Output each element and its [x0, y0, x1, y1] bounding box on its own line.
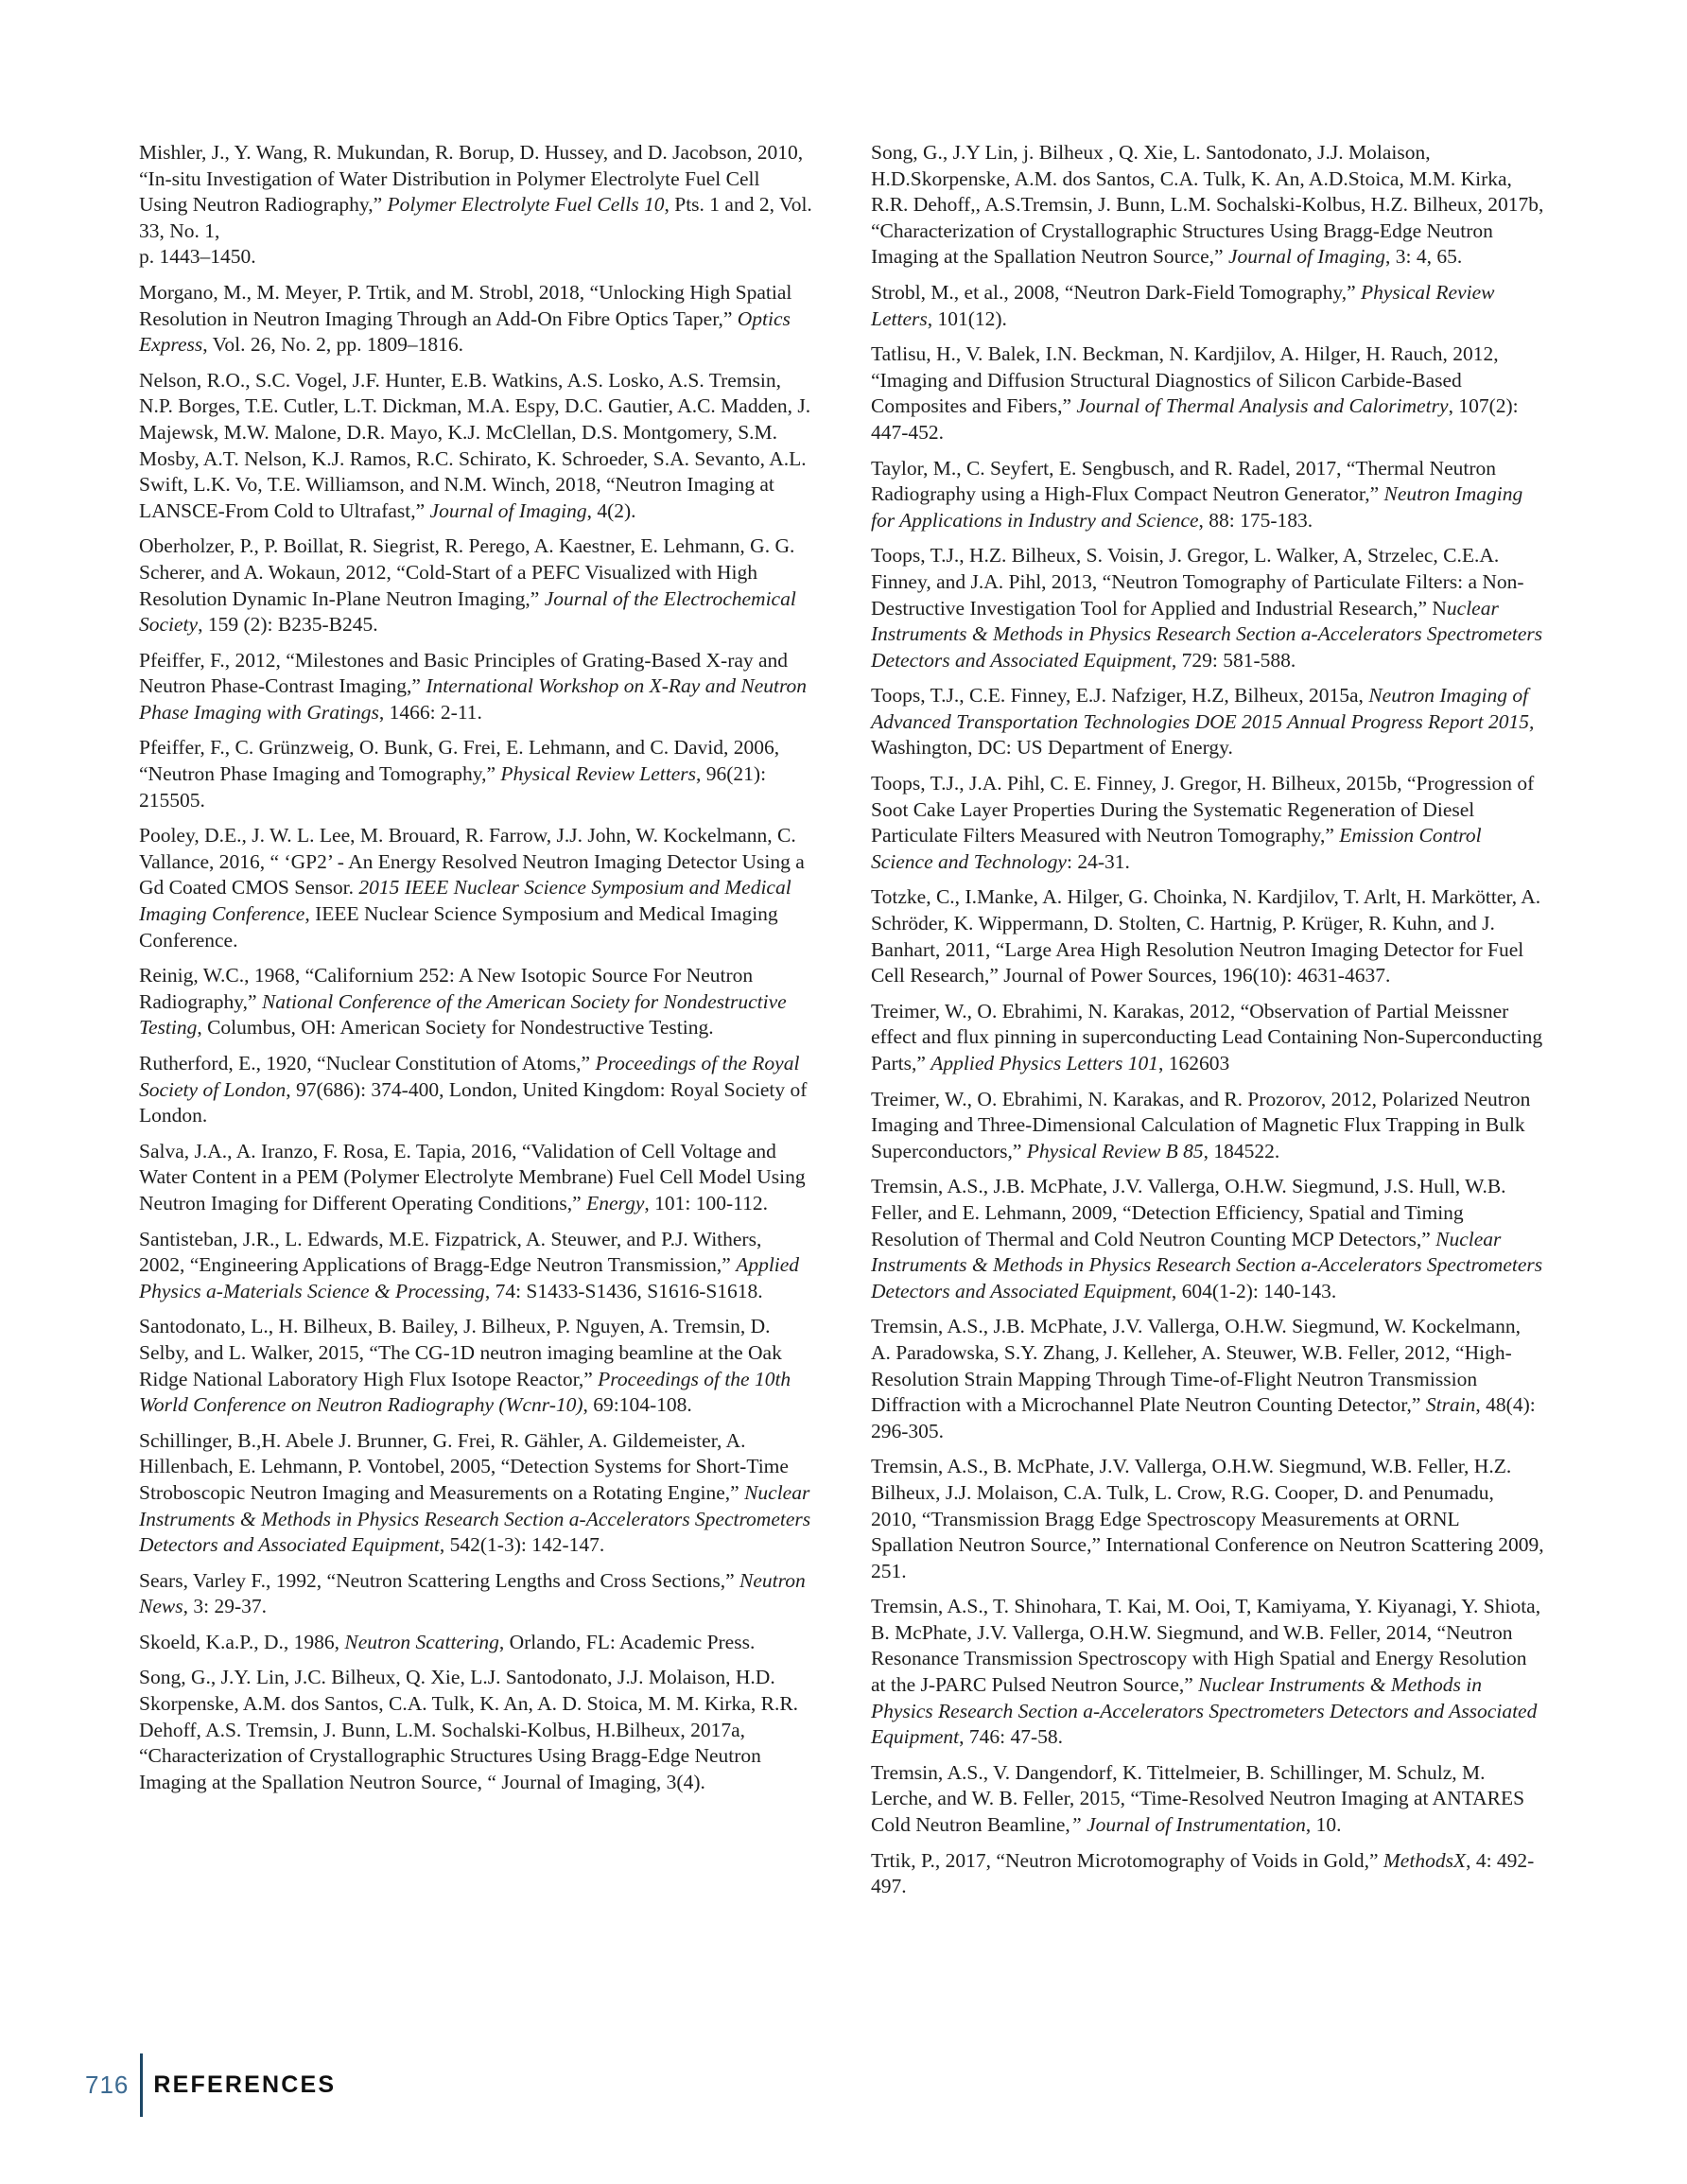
- reference-text-segment: Nelson, R.O., S.C. Vogel, J.F. Hunter, E.B. Watkins, A.S. Losko, A.S. Tremsin, N.P. Borges, T.E. Cutler, L.T. Dickman, M.A. Espy, D.C. Gautier, A.C. Madden, J. Majewsk, M.W. Malone, D.R. Mayo, K.J. McClellan, D.S. Montgomery, S.M. Mosby, A.T. Nelson, K.J. Ramos, R.C. Schirato, K. Schroeder, S.A. Sevanto, A.L. Swift, L.K. Vo, T.E. Williamson, and N.M. Winch, 2018, “Neutron Imaging at LANSCE-From Cold to Ultrafast,”: [139, 368, 811, 522]
- reference-journal-title: ” Journal of Instrumentation: [1070, 1813, 1306, 1837]
- reference-text-segment: Santodonato, L., H. Bilheux, B. Bailey, J. Bilheux, P. Nguyen, A. Tremsin, D. Selby, and L. Walker, 2015, “The CG-1D neutron imaging beamline at the Oak Ridge National Laboratory High Flux Isotope Reactor,”: [139, 1315, 782, 1390]
- reference-text-segment: , Columbus, OH: American Society for Nondestructive Testing.: [197, 1016, 714, 1040]
- reference-journal-title: Journal of the Electrochemical Society: [139, 586, 796, 637]
- reference-journal-title: National Conference of the American Society for Nondestructive Testing: [139, 989, 787, 1040]
- reference-text-segment: , IEEE Nuclear Science Symposium and Medical Imaging Conference.: [139, 902, 778, 952]
- reference-text-segment: , 184522.: [1203, 1139, 1280, 1162]
- reference-text-segment: Treimer, W., O. Ebrahimi, N. Karakas, 2012, “Observation of Partial Meissner effect and flux pinning in superconducting Lead Containing Non-Superconducting Parts,”: [871, 999, 1543, 1075]
- reference-entry: [871, 543, 1544, 673]
- reference-text-segment: Song, G., J.Y Lin, j. Bilheux , Q. Xie, L. Santodonato, J.J. Molaison, H.D.Skorpenske, A.M. dos Santos, C.A. Tulk, K. An, A.D.Stoica, M.M. Kirka, R.R. Dehoff,, A.S.Tremsin, J. Bunn, L.M. Sochalski-Kolbus, H.Z. Bilheux, 2017b, “Characterization of Crystallographic Structures Using Bragg-Edge Neutron Imaging at the Spallation Neutron Source,”: [871, 141, 1544, 269]
- reference-text-segment: , 542(1-3): 142-147.: [439, 1533, 605, 1557]
- reference-entry: [871, 1087, 1544, 1165]
- reference-text-segment: , 97(686): 374-400, London, United Kingdom: Royal Society of London.: [139, 1077, 808, 1127]
- reference-entry: [871, 456, 1544, 534]
- reference-journal-title: MethodsX: [1383, 1848, 1467, 1872]
- reference-journal-title: Journal of Imaging: [1227, 245, 1385, 269]
- reference-journal-title: Polymer Electrolyte Fuel Cells 10: [387, 193, 665, 217]
- reference-text-segment: Rutherford, E., 1920, “Nuclear Constitution of Atoms,”: [139, 1052, 596, 1075]
- reference-entry: [139, 735, 812, 813]
- reference-text-segment: , 4(2).: [586, 498, 636, 522]
- reference-text-segment: Strobl, M., et al., 2008, “Neutron Dark-Field Tomography,”: [871, 280, 1361, 304]
- reference-entry: [139, 1665, 812, 1795]
- references-column-right: [871, 140, 1544, 1910]
- reference-text-segment: , 4: 492-497.: [871, 1848, 1535, 1898]
- reference-entry: [139, 280, 812, 358]
- reference-journal-title: Physical Review Letters: [500, 762, 697, 786]
- reference-journal-title: Nuclear Instruments & Methods in Physics Research Section a-Accelerators Spectrometers Detectors and Associated Equipment: [871, 1673, 1538, 1749]
- page-number: 716: [85, 2070, 130, 2099]
- reference-journal-title: Optics Express: [139, 306, 791, 357]
- reference-text-segment: Tremsin, A.S., V. Dangendorf, K. Tittelmeier, B. Schillinger, M. Schulz, M. Lerche, and W. B. Feller, 2015, “Time-Resolved Neutron Imaging at ANTARES Cold Neutron Beamline,: [871, 1760, 1525, 1837]
- reference-journal-title: Energy: [586, 1191, 645, 1214]
- reference-text-segment: , 3: 4, 65.: [1384, 245, 1463, 269]
- reference-entry: [871, 341, 1544, 446]
- reference-text-segment: Totzke, C., I.Manke, A. Hilger, G. Choinka, N. Kardjilov, T. Arlt, H. Markötter, A. Schröder, K. Wippermann, D. Stolten, C. Hartnig, P. Krüger, R. Kuhn, and J. Banhart, 2011, “Large Area High Resolution Neutron Imaging Detector for Fuel Cell Research,” Journal of Power Sources, 196(10): 4631-4637.: [871, 885, 1541, 987]
- reference-text-segment: , 746: 47-58.: [959, 1725, 1064, 1749]
- reference-text-segment: Skoeld, K.a.P., D., 1986,: [139, 1630, 345, 1653]
- reference-entry: [871, 140, 1544, 271]
- reference-text-segment: , 1466: 2-11.: [378, 700, 482, 724]
- reference-entry: [871, 280, 1544, 332]
- reference-entry: [139, 1314, 812, 1418]
- reference-entry: [871, 1848, 1544, 1900]
- reference-journal-title: Emission Control Science and Technology: [871, 824, 1482, 873]
- reference-journal-title: Applied Physics Letters 101: [930, 1052, 1158, 1075]
- reference-text-segment: Taylor, M., C. Seyfert, E. Sengbusch, and R. Radel, 2017, “Thermal Neutron Radiography using a High-Flux Compact Neutron Generator,”: [871, 456, 1497, 506]
- reference-text-segment: Pfeiffer, F., 2012, “Milestones and Basic Principles of Grating-Based X-ray and Neutron Phase-Contrast Imaging,”: [139, 648, 789, 698]
- reference-text-segment: Song, G., J.Y. Lin, J.C. Bilheux, Q. Xie, L.J. Santodonato, J.J. Molaison, H.D. Skorpenske, A.M. dos Santos, C.A. Tulk, K. An, A. D. Stoica, M. M. Kirka, R.R. Dehoff, A.S. Tremsin, J. Bunn, L.M. Sochalski-Kolbus, H.Bilheux, 2017a, “Characterization of Crystallographic Structures Using Bragg-Edge Neutron Imaging at the Spallation Neutron Source, “ Journal of Imaging, 3(4).: [139, 1666, 799, 1793]
- reference-text-segment: , 88: 175-183.: [1198, 508, 1313, 532]
- reference-entry: [871, 999, 1544, 1077]
- reference-text-segment: Tremsin, A.S., B. McPhate, J.V. Vallerga, O.H.W. Siegmund, W.B. Feller, H.Z. Bilheux, J.J. Molaison, C.A. Tulk, L. Crow, R.G. Cooper, D. and Penumadu, 2010, “Transmission Bragg Edge Spectroscopy Measurements at ORNL Spallation Neutron Source,” International Conference on Neutron Scattering 2009, 251.: [871, 1455, 1544, 1582]
- reference-entry: [871, 1760, 1544, 1839]
- reference-text-segment: , 3: 29-37.: [183, 1595, 267, 1618]
- reference-text-segment: Treimer, W., O. Ebrahimi, N. Karakas, and R. Prozorov, 2012, Polarized Neutron Imaging and Three-Dimensional Calculation of Magnetic Flux Trapping in Bulk Superconductors,”: [871, 1087, 1531, 1162]
- reference-text-segment: Toops, T.J., J.A. Pihl, C. E. Finney, J. Gregor, H. Bilheux, 2015b, “Progression of Soot Cake Layer Properties During the Systematic Regeneration of Diesel Particulate Filters Measured with Neutron Tomography,”: [871, 772, 1535, 847]
- reference-entry: [139, 1227, 812, 1305]
- reference-entry: [139, 823, 812, 953]
- reference-text-segment: , 604(1-2): 140-143.: [1171, 1279, 1337, 1302]
- reference-text-segment: , 96(21): 215505.: [139, 762, 767, 812]
- reference-text-segment: , 162603: [1157, 1052, 1230, 1075]
- reference-journal-title: International Workshop on X-Ray and Neutron Phase Imaging with Gratings: [139, 674, 808, 724]
- reference-entry: [871, 884, 1544, 988]
- reference-text-segment: , 48(4): 296-305.: [871, 1393, 1536, 1442]
- reference-entry: [139, 1139, 812, 1217]
- reference-text-segment: Tatlisu, H., V. Balek, I.N. Beckman, N. Kardjilov, A. Hilger, H. Rauch, 2012, “Imaging and Diffusion Structural Diagnostics of Silicon Carbide-Based Composites and Fibers,”: [871, 342, 1499, 418]
- reference-text-segment: Reinig, W.C., 1968, “Californium 252: A New Isotopic Source For Neutron Radiography,”: [139, 964, 754, 1013]
- reference-text-segment: Oberholzer, P., P. Boillat, R. Siegrist, R. Perego, A. Kaestner, E. Lehmann, G. G. Scherer, and A. Wokaun, 2012, “Cold-Start of a PEFC Visualized with High Resolution Dynamic In-Plane Neutron Imaging,”: [139, 534, 795, 610]
- reference-text-segment: p. 1443–1450.: [139, 245, 256, 269]
- reference-text-segment: , 159 (2): B235-B245.: [198, 613, 378, 637]
- reference-text-segment: Tremsin, A.S., J.B. McPhate, J.V. Vallerga, O.H.W. Siegmund, J.S. Hull, W.B. Feller, and E. Lehmann, 2009, “Detection Efficiency, Spatial and Timing Resolution of Thermal and Cold Neutron Counting MCP Detectors,”: [871, 1175, 1506, 1250]
- reference-journal-title: Neutron Imaging of Advanced Transportation Technologies DOE 2015 Annual Progress Report 2015,: [871, 684, 1535, 733]
- reference-text-segment: Tremsin, A.S., T. Shinohara, T. Kai, M. Ooi, T, Kamiyama, Y. Kiyanagi, Y. Shiota, B. McPhate, J.V. Vallerga, O.H.W. Siegmund, and W.B. Feller, 2014, “Neutron Resonance Transmission Spectroscopy with High Spatial and Energy Resolution at the J-PARC Pulsed Neutron Source,”: [871, 1595, 1541, 1697]
- reference-text-segment: , 101: 100-112.: [644, 1191, 768, 1214]
- reference-entry: [871, 1454, 1544, 1584]
- reference-journal-title: 2015 IEEE Nuclear Science Symposium and Medical Imaging Conference: [139, 876, 791, 926]
- reference-entry: [139, 1630, 812, 1656]
- reference-text-segment: Washington, DC: US Department of Energy.: [871, 736, 1233, 760]
- reference-entry: [139, 1051, 812, 1129]
- reference-text-segment: Pfeiffer, F., C. Grünzweig, O. Bunk, G. Frei, E. Lehmann, and C. David, 2006, “Neutron Phase Imaging and Tomography,”: [139, 736, 780, 786]
- reference-text-segment: Toops, T.J., C.E. Finney, E.J. Nafziger, H.Z, Bilheux, 2015a,: [871, 684, 1369, 708]
- page-footer: [85, 2053, 336, 2117]
- reference-entry: [139, 648, 812, 726]
- reference-entry: [139, 368, 812, 525]
- reference-journal-title: Nuclear Instruments & Methods in Physics Research Section a-Accelerators Spectrometers Detectors and Associated Equipment: [871, 1227, 1543, 1302]
- reference-journal-title: Physical Review B 85: [1026, 1139, 1204, 1162]
- reference-journal-title: Neutron News: [139, 1568, 806, 1618]
- reference-text-segment: Morgano, M., M. Meyer, P. Trtik, and M. Strobl, 2018, “Unlocking High Spatial Resolution in Neutron Imaging Through an Add-On Fibre Optics Taper,”: [139, 280, 792, 330]
- reference-entry: [871, 771, 1544, 875]
- reference-entry: [871, 1174, 1544, 1304]
- reference-text-segment: Santisteban, J.R., L. Edwards, M.E. Fizpatrick, A. Steuwer, and P.J. Withers, 2002, “Engineering Applications of Bragg-Edge Neutron Transmission,”: [139, 1227, 762, 1277]
- reference-journal-title: Proceedings of the 10th World Conference on Neutron Radiography (Wcnr-10): [139, 1367, 791, 1417]
- reference-text-segment: Sears, Varley F., 1992, “Neutron Scattering Lengths and Cross Sections,”: [139, 1568, 740, 1592]
- footer-section-title: REFERENCES: [153, 2071, 337, 2098]
- reference-text-segment: , 729: 581-588.: [1171, 648, 1296, 672]
- reference-entry: [139, 1568, 812, 1620]
- reference-text-segment: Salva, J.A., A. Iranzo, F. Rosa, E. Tapia, 2016, “Validation of Cell Voltage and Water Content in a PEM (Polymer Electrolyte Membrane) Fuel Cell Model Using Neutron Imaging for Different Operating Conditions,”: [139, 1139, 806, 1214]
- reference-journal-title: Journal of Thermal Analysis and Calorimetry: [1076, 394, 1449, 418]
- reference-journal-title: Neutron Imaging for Applications in Industry and Science: [871, 482, 1523, 532]
- reference-text-segment: , 107(2): 447-452.: [871, 394, 1519, 444]
- footer-divider: [140, 2053, 143, 2117]
- reference-journal-title: Applied Physics a-Materials Science & Processing: [139, 1253, 800, 1302]
- reference-text-segment: Toops, T.J., H.Z. Bilheux, S. Voisin, J. Gregor, L. Walker, A, Strzelec, C.E.A. Finney, and J.A. Pihl, 2013, “Neutron Tomography of Particulate Filters: a Non-Destructive Investigation Tool for Applied and Industrial Research,” N: [871, 544, 1524, 620]
- reference-text-segment: Pooley, D.E., J. W. L. Lee, M. Brouard, R. Farrow, J.J. John, W. Kockelmann, C. Vallance, 2016, “ ‘GP2’ - An Energy Resolved Neutron Imaging Detector Using a Gd Coated CMOS Sensor.: [139, 824, 805, 900]
- reference-journal-title: Nuclear Instruments & Methods in Physics Research Section a-Accelerators Spectrometers Detectors and Associated Equipment: [139, 1480, 811, 1557]
- reference-text-segment: , Pts. 1 and 2, Vol. 33, No. 1,: [139, 193, 812, 242]
- references-columns: [139, 140, 1544, 1910]
- reference-text-segment: , 69:104-108.: [583, 1393, 692, 1417]
- reference-entry: [139, 140, 812, 271]
- reference-journal-title: uclear Instruments & Methods in Physics Research Section a-Accelerators Spectrometers Detectors and Associated Equipment: [871, 596, 1543, 672]
- reference-text-segment: , 101(12).: [927, 306, 1007, 330]
- reference-text-segment: Trtik, P., 2017, “Neutron Microtomography of Voids in Gold,”: [871, 1848, 1383, 1872]
- reference-entry: [139, 1428, 812, 1559]
- reference-entry: [871, 1314, 1544, 1444]
- reference-text-segment: Mishler, J., Y. Wang, R. Mukundan, R. Borup, D. Hussey, and D. Jacobson, 2010, “In-situ Investigation of Water Distribution in Polymer Electrolyte Fuel Cell Using Neutron Radiography,”: [139, 141, 804, 217]
- reference-text-segment: , Vol. 26, No. 2, pp. 1809–1816.: [202, 333, 464, 357]
- reference-journal-title: Journal of Imaging: [429, 498, 587, 522]
- reference-text-segment: , 10.: [1305, 1813, 1342, 1837]
- reference-journal-title: Proceedings of the Royal Society of London: [139, 1052, 800, 1101]
- reference-text-segment: , Orlando, FL: Academic Press.: [498, 1630, 756, 1653]
- reference-journal-title: Physical Review Letters: [871, 280, 1495, 330]
- reference-text-segment: Tremsin, A.S., J.B. McPhate, J.V. Vallerga, O.H.W. Siegmund, W. Kockelmann, A. Paradowska, S.Y. Zhang, J. Kelleher, A. Steuwer, W.B. Feller, 2012, “High-Resolution Strain Mapping Through Time-of-Flight Neutron Transmission Diffraction with a Microchannel Plate Neutron Counting Detector,”: [871, 1315, 1522, 1417]
- reference-text-segment: : 24-31.: [1066, 849, 1130, 873]
- reference-entry: [139, 963, 812, 1041]
- reference-text-segment: Schillinger, B.,H. Abele J. Brunner, G. Frei, R. Gähler, A. Gildemeister, A. Hillenbach, E. Lehmann, P. Vontobel, 2005, “Detection Systems for Short-Time Stroboscopic Neutron Imaging and Measurements on a Rotating Engine,”: [139, 1428, 789, 1504]
- reference-text-segment: , 74: S1433-S1436, S1616-S1618.: [484, 1279, 763, 1302]
- reference-entry: [871, 683, 1544, 761]
- reference-entry: [139, 533, 812, 638]
- references-column-left: [139, 140, 812, 1910]
- reference-entry: [871, 1594, 1544, 1751]
- reference-journal-title: Strain: [1425, 1393, 1476, 1417]
- reference-journal-title: Neutron Scattering: [344, 1630, 499, 1653]
